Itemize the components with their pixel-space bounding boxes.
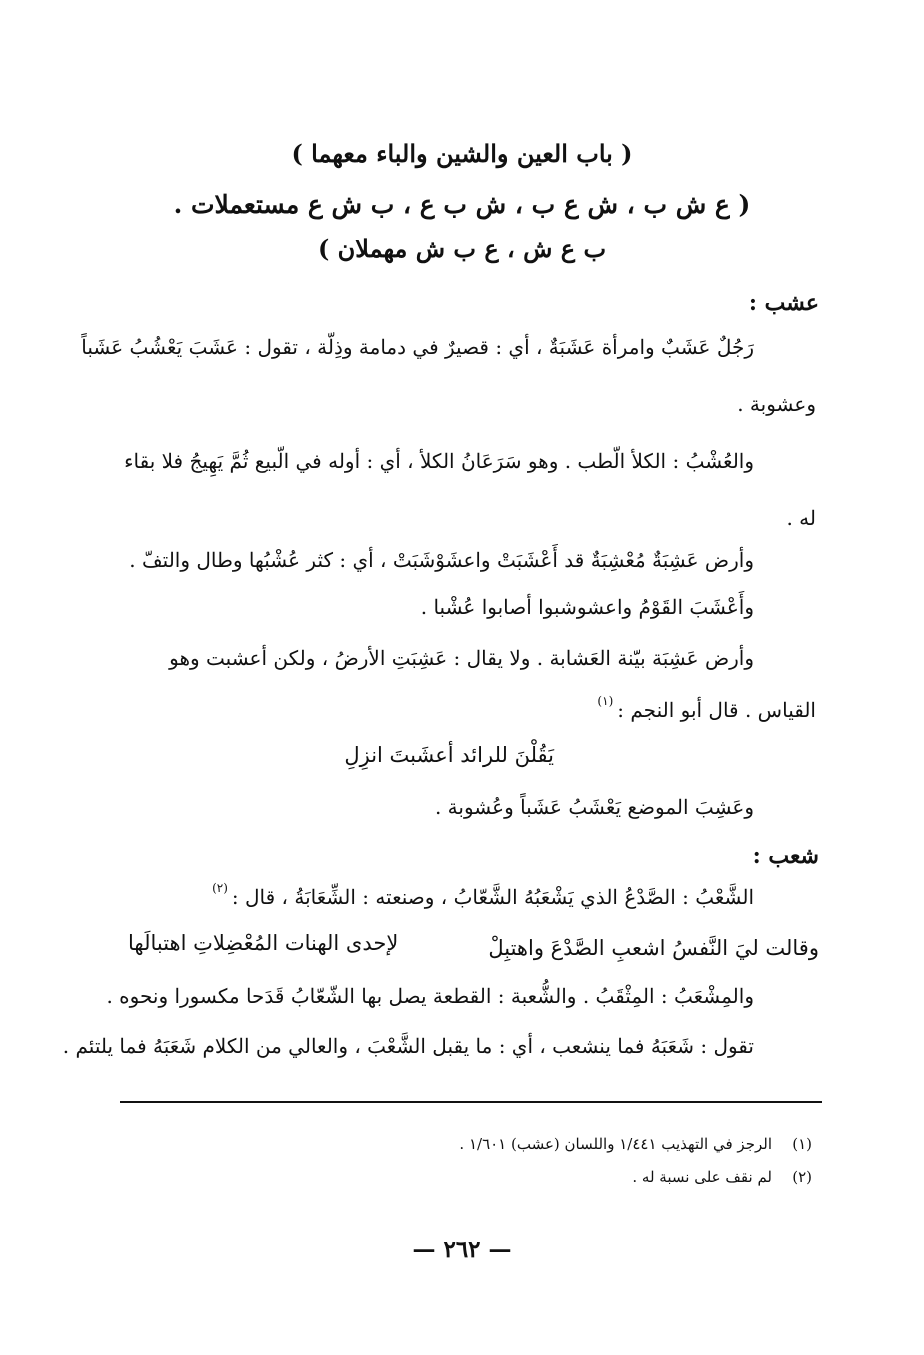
text-line: والعُشْبُ : الكلأ الّطب . وهو سَرَعَانُ الكلأ ، أي : أوله في الّبيع ثُمَّ يَهِيجُ فلا بقاء [124,449,754,473]
verse-line: يَقُلْنَ للرائد أعشَبتَ انزِلِ [344,743,554,767]
page-number: — ٢٦٢ — [412,1236,512,1263]
text-line: وأَعْشَبَ القَوْمُ واعشوشبوا أصابوا عُشْبا . [420,595,754,619]
text-line-content: القياس . قال أبو النجم : [617,698,816,722]
entry-heading-shab: شعب : [752,843,819,869]
verse-hemistich-right: وقالت ليَ النَّفسُ اشعبِ الصَّدْعَ واهتبِلْ [488,936,819,960]
text-line: له . [786,506,816,530]
text-line: وعشوبة . [737,392,816,416]
text-line: وأرض عَشِبَة بيّنة العَشابة . ولا يقال : عَشِبَتِ الأرضُ ، ولكن أعشبت وهو [169,646,754,670]
footnote-1 [459,1137,812,1152]
footnote-text: لم نقف على نسبة له . [632,1168,772,1186]
footnote-2 [632,1170,812,1185]
footnote-marker-2: (٢) [212,881,228,895]
chapter-heading: ( باب العين والشين والباء معهما ) [291,139,633,168]
text-line [593,694,816,722]
text-line: والمِشْعَبُ : المِثْقَبُ . والشُّعبة : القطعة يصل بها الشّعّابُ قَدَحا مكسورا ونحوه . [106,984,754,1008]
chapter-subheading-2: ب ع ش ، ع ب ش مهملان ) [317,234,607,263]
verse-hemistich-left: لإحدى الهنات المُعْضِلاتِ اهتبالَها [128,931,399,955]
entry-heading-ashb: عشب : [748,290,819,316]
text-line [115,881,754,909]
footnote-text: الرجز في التهذيب ١/٤٤١ واللسان (عشب) ١/٦٠١ . [459,1135,772,1153]
chapter-subheading-1: ( ع ش ب ، ش ع ب ، ش ب ع ، ب ش ع مستعملات . [173,190,751,219]
footnote-marker-1: (١) [597,694,614,708]
footnote-divider [120,1101,822,1103]
text-line-content: الشَّعْبُ : الصَّدْعُ الذي يَشْعَبُهُ الشَّعّابُ ، وصنعته : الشِّعَابَةُ ، قال : [231,885,754,909]
footnote-number: (١) [792,1135,812,1153]
footnote-number: (٢) [792,1168,812,1186]
text-line: تقول : شَعَبَهُ فما ينشعب ، أي : ما يقبل الشَّعْبَ ، والعالي من الكلام شَعَبَهُ فما يلتئم . [62,1034,754,1058]
text-line: رَجُلٌ عَشَبٌ وامرأة عَشَبَةٌ ، أي : قصيرٌ في دمامة وذِلّة ، تقول : عَشَبَ يَعْشُبُ عَشَباً [81,335,754,359]
text-line: وعَشِبَ الموضع يَعْشَبُ عَشَباً وعُشوبة . [434,795,754,819]
text-line: وأرض عَشِبَةٌ مُعْشِبَةٌ قد أَعْشَبَتْ واعشَوْشَبَتْ ، أي : كثر عُشْبُها وطال والتفّ . [129,548,754,572]
